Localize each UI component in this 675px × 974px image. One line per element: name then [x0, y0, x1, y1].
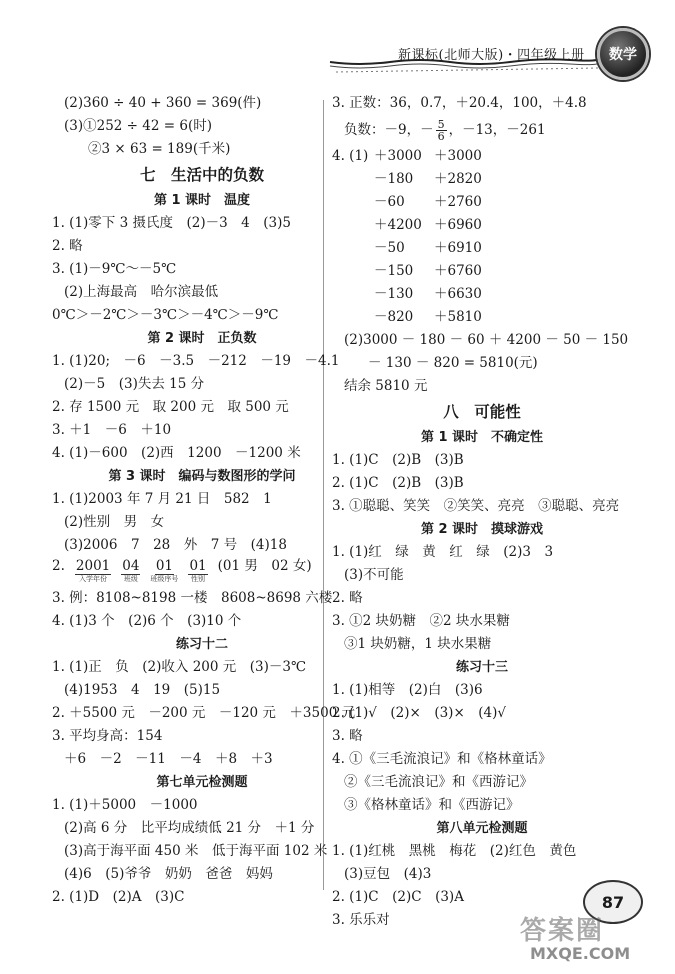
- change-value: －820: [374, 309, 414, 325]
- answer-line: 3. ＋1 －6 ＋10: [52, 422, 172, 438]
- answer-line: 1. (1)零下 3 摄氏度 (2)－3 4 (3)5: [52, 215, 291, 231]
- answer-line: － 130 － 820 = 5810(元): [368, 355, 538, 371]
- code-note: (01 男 02 女): [217, 558, 312, 574]
- change-value: －130: [374, 286, 414, 302]
- answer-line: 3. 乐乐对: [332, 912, 390, 928]
- answer-line: 1. (1)红桃 黑桃 梅花 (2)红色 黄色: [332, 843, 577, 859]
- cash-flow-row: [374, 237, 504, 260]
- answer-line: 1. (1)正 负 (2)收入 200 元 (3)－3℃: [52, 659, 307, 675]
- answer-line: (3)2006 7 28 外 7 号 (4)18: [64, 537, 287, 553]
- student-code-line: [52, 557, 352, 587]
- negative-numbers-line: [332, 115, 632, 145]
- answer-line: (2)－5 (3)失去 15 分: [64, 376, 205, 392]
- code-label: 性别: [191, 575, 206, 583]
- answer-line: 2. (1)C (2)C (3)A: [332, 889, 464, 905]
- unit-test-title: 第八单元检测题: [436, 821, 528, 836]
- balance-value: ＋6910: [434, 240, 482, 256]
- section-title: 第 1 课时 不确定性: [420, 430, 544, 445]
- answer-number: 4. (1): [332, 148, 369, 164]
- section-title: 第 2 课时 摸球游戏: [420, 522, 544, 537]
- code-digits: 04: [122, 558, 140, 574]
- answer-line: 2. (1)√ (2)× (3)× (4)√: [332, 705, 506, 721]
- answer-line: 2. (1)D (2)A (3)C: [52, 889, 185, 905]
- cash-flow-row: [374, 191, 504, 214]
- balance-value: ＋5810: [434, 309, 482, 325]
- watermark-url: MXQE.COM: [530, 944, 631, 963]
- balance-value: ＋2820: [434, 171, 482, 187]
- chapter-title: 八 可能性: [443, 403, 521, 421]
- answer-line: (4)1953 4 19 (5)15: [64, 682, 221, 698]
- page-number: 87: [601, 892, 625, 912]
- book-series-label: 新课标(北师大版)・四年级上册: [398, 48, 585, 63]
- code-segment: [150, 557, 178, 584]
- answer-line: (3)豆包 (4)3: [344, 866, 432, 882]
- badge-label: 数学: [609, 47, 637, 63]
- balance-value: ＋6960: [434, 217, 482, 233]
- answer-line: 1. (1)红 绿 黄 红 绿 (2)3 3: [332, 544, 554, 560]
- change-value: －60: [374, 194, 405, 210]
- answer-line: 3. 例：8108~8198 一楼 8608~8698 六楼: [52, 590, 333, 606]
- code-segment: [121, 557, 140, 584]
- balance-value: ＋6760: [434, 263, 482, 279]
- code-label: 班级序号: [150, 575, 179, 583]
- answer-line: 2. (1)C (2)B (3)B: [332, 475, 464, 491]
- cash-flow-row: [374, 168, 504, 191]
- cash-flow-row: [374, 283, 504, 306]
- right-column: [332, 92, 632, 932]
- answer-line: 2. 略: [52, 238, 83, 254]
- answer-line: (4)6 (5)爷爷 奶奶 爸爸 妈妈: [64, 866, 273, 882]
- watermark-logo: 答案圈: [520, 916, 605, 946]
- cash-flow-table: [332, 145, 632, 329]
- exercise-title: 练习十三: [455, 660, 508, 675]
- answer-line: 3. 正数：36，0.7，＋20.4，100，＋4.8: [332, 95, 587, 111]
- answer-line: (3)①252 ÷ 42 = 6(时): [64, 118, 212, 134]
- answer-line: 1. (1)相等 (2)白 (3)6: [332, 682, 483, 698]
- answer-line: 2. 略: [332, 590, 363, 606]
- answer-line: 0℃＞－2℃＞－3℃＞－4℃＞－9℃: [52, 307, 279, 323]
- code-label: 班级: [123, 575, 138, 583]
- cash-flow-row: [374, 214, 504, 237]
- answer-text: ，－13，－261: [448, 122, 546, 138]
- cash-flow-row: [374, 306, 504, 329]
- answer-line: (2)360 ÷ 40 + 360 = 369(件): [64, 95, 262, 111]
- cash-flow-row: [374, 145, 504, 168]
- answer-line: (2)性别 男 女: [64, 514, 165, 530]
- answer-line: 4. ①《三毛流浪记》和《格林童话》: [332, 751, 552, 767]
- left-column: [52, 92, 356, 909]
- answer-line: 2. ＋5500 元 －200 元 －120 元 ＋3500 元: [52, 705, 356, 721]
- answer-line: 1. (1)＋5000 －1000: [52, 797, 198, 813]
- fraction-denominator: 6: [437, 130, 445, 143]
- answer-line: ②《三毛流浪记》和《西游记》: [344, 774, 533, 790]
- answer-number: 2.: [52, 558, 65, 574]
- code-segment: [75, 557, 111, 584]
- answer-line: 2. 存 1500 元 取 200 元 取 500 元: [52, 399, 289, 415]
- answer-line: 结余 5810 元: [344, 378, 428, 394]
- code-segment: [188, 557, 207, 584]
- section-title: 第 1 课时 温度: [153, 193, 251, 208]
- fraction: [436, 119, 447, 142]
- change-value: －50: [374, 240, 405, 256]
- change-value: ＋3000: [374, 148, 422, 164]
- change-value: －180: [374, 171, 414, 187]
- answer-line: 1. (1)2003 年 7 月 21 日 582 1: [52, 491, 272, 507]
- answer-line: 3. ①聪聪、笑笑 ②笑笑、亮亮 ③聪聪、亮亮: [332, 498, 620, 514]
- section-title: 第 3 课时 编码与数图形的学问: [108, 469, 296, 484]
- balance-value: ＋6630: [434, 286, 482, 302]
- change-value: ＋4200: [374, 217, 422, 233]
- code-digits: 2001: [75, 558, 111, 574]
- answer-line: (2)3000 － 180 － 60 ＋ 4200 － 50 － 150: [344, 332, 629, 348]
- answer-line: ③1 块奶糖，1 块水果糖: [344, 636, 492, 652]
- math-badge: [597, 28, 649, 80]
- answer-line: 1. (1)20; －6 －3.5 －212 －19 －4.1: [52, 353, 340, 369]
- code-digits: 01: [155, 558, 174, 574]
- fraction-numerator: 5: [437, 118, 445, 131]
- unit-test-title: 第七单元检测题: [156, 775, 248, 790]
- code-label: 入学年份: [79, 575, 108, 583]
- answer-text: 负数：－9，－: [344, 122, 434, 138]
- answer-line: (2)上海最高 哈尔滨最低: [64, 284, 219, 300]
- chapter-title: 七 生活中的负数: [139, 166, 264, 184]
- code-digits: 01: [189, 558, 207, 574]
- answer-line: (3)不可能: [344, 567, 404, 583]
- answer-line: 4. (1)3 个 (2)6 个 (3)10 个: [52, 613, 242, 629]
- answer-line: 1. (1)C (2)B (3)B: [332, 452, 464, 468]
- answer-line: ②3 × 63 = 189(千米): [88, 141, 231, 157]
- section-title: 第 2 课时 正负数: [147, 331, 257, 346]
- answer-line: 3. (1)－9℃～－5℃: [52, 261, 177, 277]
- exercise-title: 练习十二: [175, 637, 228, 652]
- answer-line: ③《格林童话》和《西游记》: [344, 797, 520, 813]
- change-value: －150: [374, 263, 414, 279]
- answer-line: 4. (1)－600 (2)西 1200 －1200 米: [52, 445, 301, 461]
- balance-value: ＋3000: [434, 148, 482, 164]
- answer-line: 3. ①2 块奶糖 ②2 块水果糖: [332, 613, 510, 629]
- balance-value: ＋2760: [434, 194, 482, 210]
- cash-flow-row: [374, 260, 504, 283]
- answer-line: 3. 平均身高：154: [52, 728, 163, 744]
- answer-line: ＋6 －2 －11 －4 ＋8 ＋3: [64, 751, 273, 767]
- answer-line: (2)高 6 分 比平均成绩低 21 分 ＋1 分: [64, 820, 315, 836]
- cash-flow-pairs: [374, 145, 504, 329]
- answer-line: 3. 略: [332, 728, 363, 744]
- answer-line: (3)高于海平面 450 米 低于海平面 102 米: [64, 843, 328, 859]
- page-header: [0, 0, 675, 90]
